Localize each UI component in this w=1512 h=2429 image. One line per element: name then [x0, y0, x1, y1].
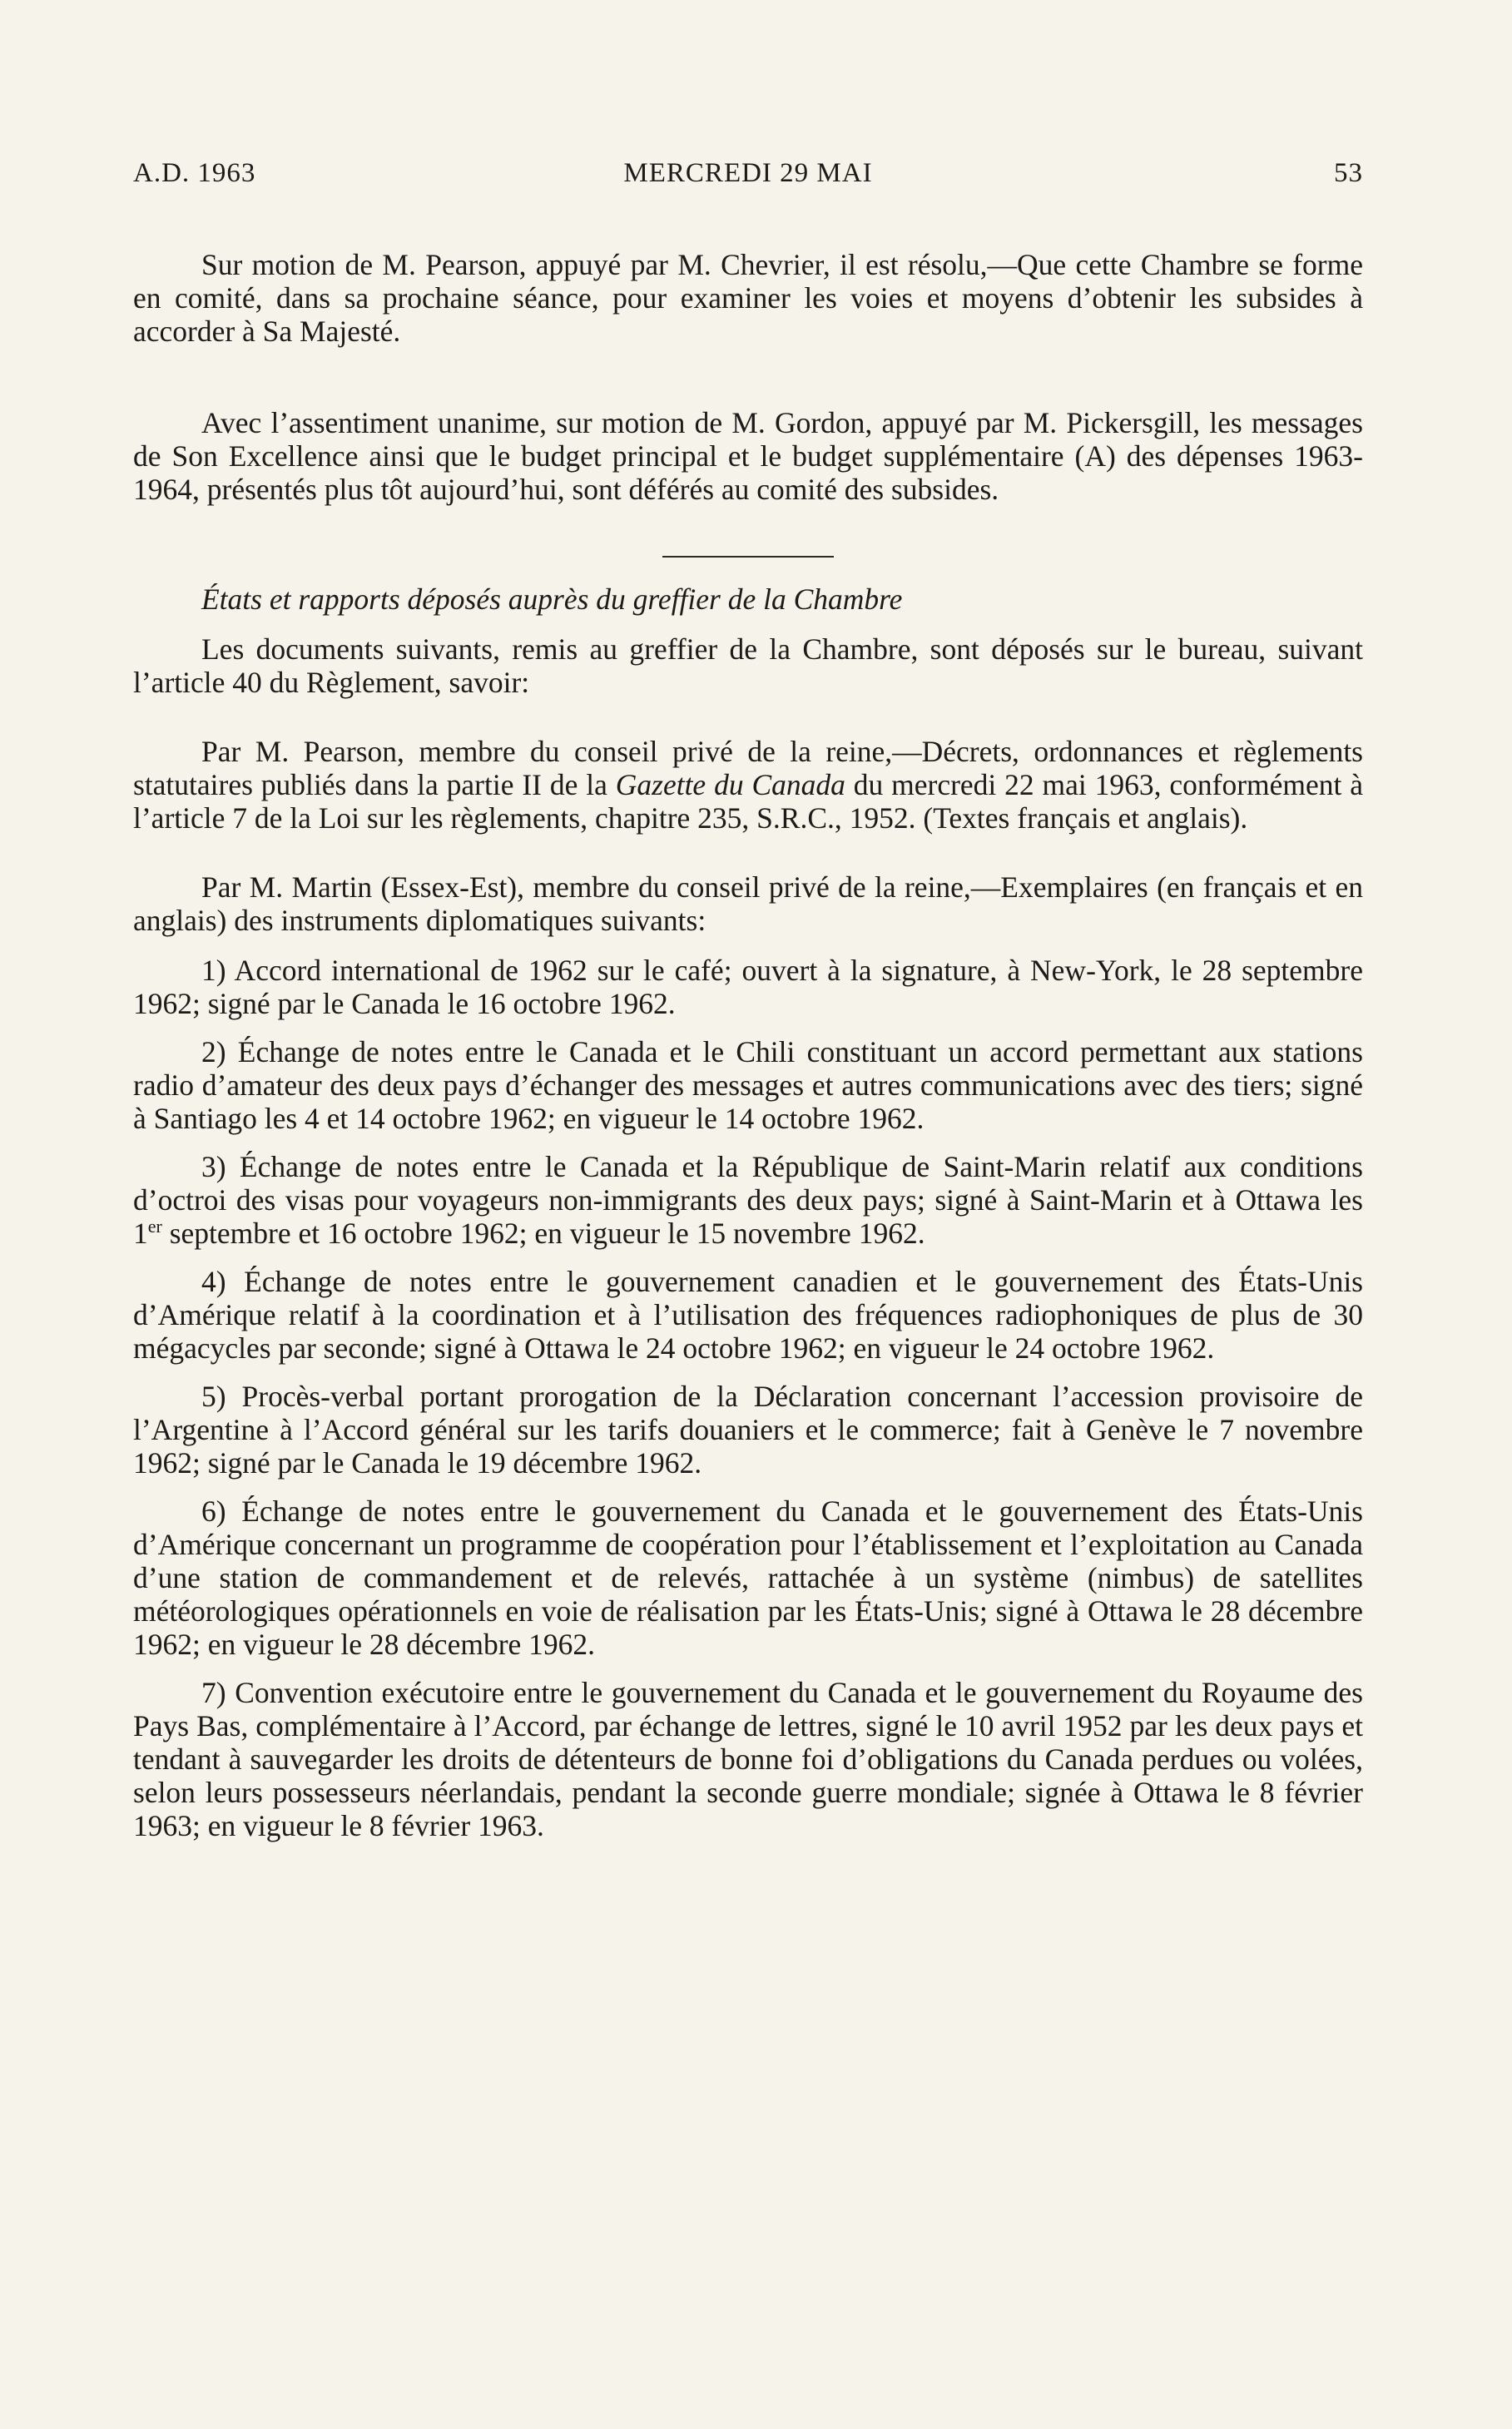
date-heading: MERCREDI 29 MAI: [623, 158, 873, 188]
paragraph-martin-tabling: Par M. Martin (Essex-Est), membre du conseil privé de la reine,—Exemplaires (en français et en anglais) des instruments diplomatiques suivants:: [133, 870, 1363, 937]
year-label: A.D. 1963: [133, 158, 256, 188]
paragraph-supply-motion: Sur motion de M. Pearson, appuyé par M. Chevrier, il est résolu,—Que cette Chambre se forme en comité, dans sa prochaine séance, pour examiner les voies et moyens d’obtenir les subsides à accorder à Sa Majesté.: [133, 248, 1363, 348]
list-item-7: 7) Convention exécutoire entre le gouvernement du Canada et le gouvernement du Royaume des Pays Bas, complémentaire à l’Accord, par échange de lettres, signé le 10 avril 1952 par les deux pays et tendant à sauvegarder les droits de détenteurs de bonne foi d’obligations du Canada perdues ou volées, selon leurs possesseurs néerlandais, pendant la seconde guerre mondiale; signée à Ottawa le 8 février 1963; en vigueur le 8 février 1963.: [133, 1676, 1363, 1842]
page-number: 53: [1334, 158, 1363, 188]
item-3-text-b: septembre et 16 octobre 1962; en vigueur le 15 novembre 1962.: [161, 1217, 925, 1250]
section-intro: Les documents suivants, remis au greffier de la Chambre, sont déposés sur le bureau, suivant l’article 40 du Règlement, savoir:: [133, 632, 1363, 699]
running-head: [133, 158, 1363, 200]
list-item-5: 5) Procès-verbal portant prorogation de la Déclaration concernant l’accession provisoire de l’Argentine à l’Accord général sur les tarifs douaniers et le commerce; fait à Genève le 7 novembre 1962; signé par le Canada le 19 décembre 1962.: [133, 1380, 1363, 1480]
list-item-6: 6) Échange de notes entre le gouvernement du Canada et le gouvernement des États-Unis d’Amérique concernant un programme de coopération pour l’établissement et l’exploitation au Canada d’une station de commandement et de relevés, rattachée à un système (nimbus) de satellites météorologiques opérationnels en voie de réalisation par les États-Unis; signé à Ottawa le 28 décembre 1962; en vigueur le 28 décembre 1962.: [133, 1495, 1363, 1661]
section-heading: États et rapports déposés auprès du greffier de la Chambre: [201, 582, 903, 616]
list-item-1: 1) Accord international de 1962 sur le café; ouvert à la signature, à New-York, le 28 septembre 1962; signé par le Canada le 16 octobre 1962.: [133, 954, 1363, 1020]
pearson-text-b: du mercredi 22 mai 1963, conformément à l’article 7 de la Loi sur les règlements, chapitre 235, S.R.C., 1952. (Textes français et anglais).: [133, 768, 1363, 835]
page-body: [133, 248, 1363, 1842]
pearson-text-a: Par M. Pearson, membre du conseil privé de la reine,—Décrets, ordonnances et règlements statutaires publiés dans la partie II de la: [133, 735, 1363, 801]
item-3-superscript: er: [147, 1216, 162, 1237]
gazette-title: Gazette du Canada: [615, 768, 845, 801]
paragraph-estimates-referral: Avec l’assentiment unanime, sur motion de M. Gordon, appuyé par M. Pickersgill, les messages de Son Excellence ainsi que le budget principal et le budget supplémentaire (A) des dépenses 1963-1964, présentés plus tôt aujourd’hui, sont déférés au comité des subsides.: [133, 406, 1363, 506]
list-item-4: 4) Échange de notes entre le gouvernement canadien et le gouvernement des États-Unis d’Amérique relatif à la coordination et à l’utilisation des fréquences radiophoniques de plus de 30 mégacycles par seconde; signé à Ottawa le 24 octobre 1962; en vigueur le 24 octobre 1962.: [133, 1265, 1363, 1365]
list-item-3: [133, 1150, 1363, 1250]
list-item-2: 2) Échange de notes entre le Canada et le Chili constituant un accord permettant aux stations radio d’amateur des deux pays d’échanger des messages et autres communications avec des tiers; signé à Santiago les 4 et 14 octobre 1962; en vigueur le 14 octobre 1962.: [133, 1035, 1363, 1135]
paragraph-pearson-tabling: [133, 735, 1363, 835]
item-3-text-a: 3) Échange de notes entre le Canada et la République de Saint-Marin relatif aux conditions d’octroi des visas pour voyageurs non-immigrants des deux pays; signé à Saint-Marin et à Ottawa les 1: [133, 1150, 1363, 1250]
